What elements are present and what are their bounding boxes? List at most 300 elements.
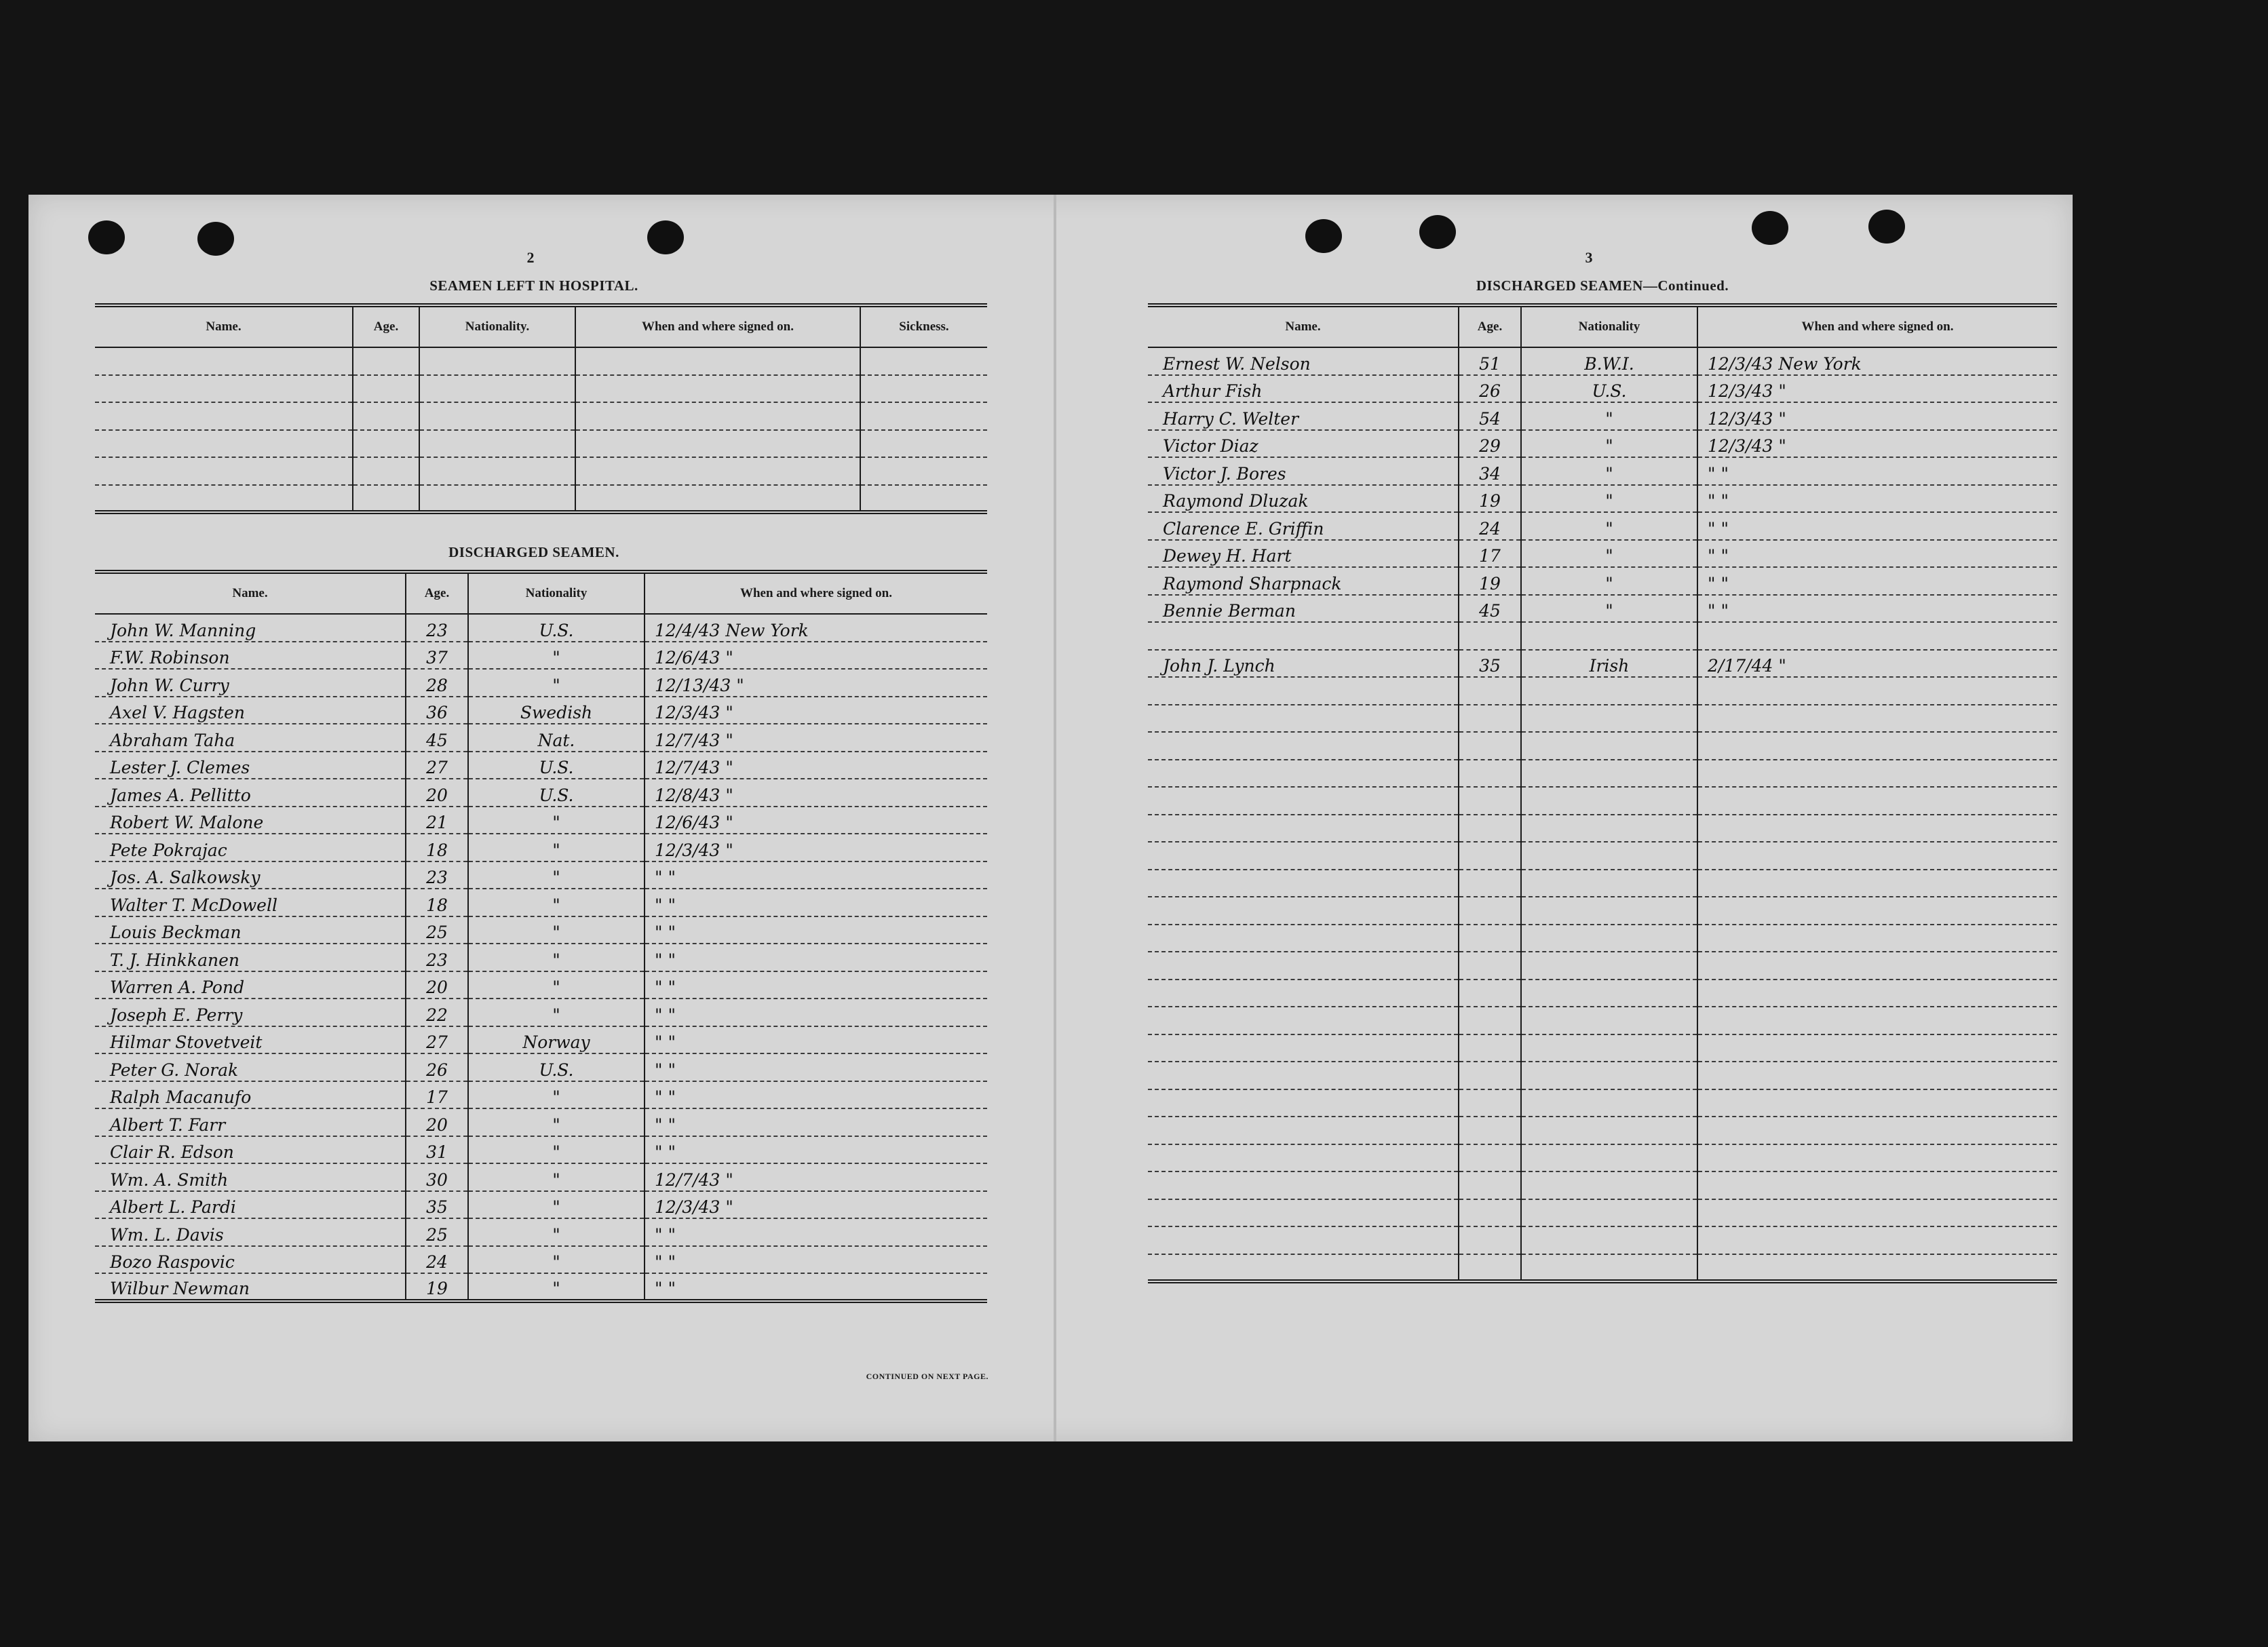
cell-name: Victor Diaz [1148,430,1459,458]
cell-signed-on: 12/3/43 " [1697,430,2057,458]
discharged-table-body [95,614,987,1301]
column-header-signed-on: When and where signed on. [575,305,860,347]
cell-age [1459,842,1521,870]
cell-name [1148,705,1459,733]
table-row [1148,760,2057,788]
cell-name: John W. Manning [95,614,406,642]
cell-age [1459,897,1521,925]
table-row [95,430,987,458]
page-number: 2 [526,249,535,266]
cell-age: 18 [406,834,468,861]
cell-name: Albert L. Pardi [95,1191,406,1219]
cell-nationality: U.S. [1521,375,1697,403]
cell-nationality [1521,815,1697,842]
header-row [95,305,987,347]
cell-age: 54 [1459,402,1521,430]
cell-nationality [1521,1007,1697,1034]
cell-name [1148,1144,1459,1172]
left-page [28,195,1054,1441]
cell-age [1459,870,1521,897]
cell-age [1459,1034,1521,1062]
cell-name: Dewey H. Hart [1148,540,1459,568]
cell-signed-on [575,375,860,403]
cell-age: 28 [406,669,468,697]
cell-signed-on [1697,732,2057,760]
table-row [95,1026,987,1054]
cell-age: 25 [406,1218,468,1246]
page-number: 3 [1585,249,1593,266]
cell-age: 20 [406,779,468,807]
table-row [1148,567,2057,595]
cell-age [1459,732,1521,760]
cell-sickness [860,402,987,430]
discharged-table-header [95,572,987,614]
cell-name: Wilbur Newman [95,1273,406,1301]
table-row [1148,732,2057,760]
cell-age [1459,622,1521,650]
cell-name [1148,925,1459,952]
cell-age: 23 [406,861,468,889]
cell-nationality: " [1521,512,1697,540]
cell-name: Walter T. McDowell [95,889,406,916]
cell-age: 45 [1459,595,1521,623]
cell-nationality [419,402,575,430]
cell-name: Lester J. Clemes [95,752,406,779]
table-row [1148,1226,2057,1254]
cell-nationality [1521,980,1697,1007]
table-row [1148,375,2057,403]
cell-age: 35 [1459,650,1521,678]
cell-signed-on [575,485,860,513]
cell-age: 23 [406,944,468,971]
cell-signed-on [1697,1062,2057,1089]
cell-signed-on: " " [645,1108,987,1136]
table-row [95,779,987,807]
cell-signed-on [1697,870,2057,897]
cell-name [1148,1254,1459,1282]
cell-age: 27 [406,752,468,779]
cell-signed-on [1697,815,2057,842]
table-row [1148,925,2057,952]
cell-signed-on: 12/3/43 " [1697,375,2057,403]
cell-name [1148,1171,1459,1199]
table-row [95,944,987,971]
discharged-continued-table [1148,303,2057,1283]
cell-sickness [860,457,987,485]
cell-nationality: Norway [468,1026,645,1054]
cell-name: Victor J. Bores [1148,457,1459,485]
cell-age: 20 [406,971,468,999]
cell-name: F.W. Robinson [95,642,406,670]
cell-age: 37 [406,642,468,670]
cell-nationality: Swedish [468,697,645,724]
cell-signed-on [1697,1144,2057,1172]
cell-nationality [1521,1199,1697,1227]
table-row [1148,347,2057,375]
cell-nationality: " [468,669,645,697]
table-row [1148,402,2057,430]
cell-nationality [1521,760,1697,788]
cell-nationality: " [468,1273,645,1301]
cell-age [1459,925,1521,952]
cell-nationality: " [1521,457,1697,485]
cell-name [95,430,353,458]
cell-age: 19 [1459,567,1521,595]
cell-name: Raymond Dluzak [1148,485,1459,513]
cell-age [353,375,419,403]
column-header-signed-on: When and where signed on. [1697,305,2057,347]
table-row [1148,952,2057,980]
cell-age: 22 [406,999,468,1026]
cell-age [353,457,419,485]
cell-signed-on [1697,1199,2057,1227]
cell-nationality: U.S. [468,779,645,807]
cell-signed-on [1697,677,2057,705]
cell-nationality [1521,1034,1697,1062]
cell-name: Raymond Sharpnack [1148,567,1459,595]
cell-nationality: " [468,834,645,861]
cell-signed-on [1697,842,2057,870]
cell-signed-on: 12/3/43 " [645,834,987,861]
cell-age [1459,1144,1521,1172]
cell-nationality [419,347,575,375]
hospital-table [95,303,987,514]
cell-age [1459,1007,1521,1034]
cell-signed-on: " " [645,861,987,889]
cell-name: John W. Curry [95,669,406,697]
column-header-nationality: Nationality [1521,305,1697,347]
cell-name [1148,870,1459,897]
cell-signed-on: " " [1697,485,2057,513]
cell-signed-on: 12/3/43 " [645,1191,987,1219]
cell-signed-on [1697,787,2057,815]
cell-signed-on [1697,1034,2057,1062]
crew-list-sheet [28,195,2073,1441]
cell-name: Hilmar Stovetveit [95,1026,406,1054]
cell-signed-on: " " [645,1026,987,1054]
cell-nationality: " [468,944,645,971]
cell-name: Wm. L. Davis [95,1218,406,1246]
cell-nationality [1521,925,1697,952]
cell-name: James A. Pellitto [95,779,406,807]
cell-signed-on: " " [1697,540,2057,568]
cell-name [95,375,353,403]
table-row [1148,622,2057,650]
table-row [95,1053,987,1081]
cell-signed-on: " " [1697,567,2057,595]
cell-signed-on [1697,925,2057,952]
table-row [95,971,987,999]
continued-table-body [1148,347,2057,1281]
table-row [95,1246,987,1274]
cell-name [1148,952,1459,980]
cell-age [353,485,419,513]
cell-name: Clair R. Edson [95,1136,406,1164]
cell-name [1148,1034,1459,1062]
table-row [1148,650,2057,678]
cell-signed-on: 12/7/43 " [645,752,987,779]
cell-age [1459,1062,1521,1089]
cell-signed-on: " " [645,1136,987,1164]
cell-nationality: " [468,642,645,670]
cell-age: 24 [1459,512,1521,540]
table-row [1148,1062,2057,1089]
cell-nationality [1521,1062,1697,1089]
cell-signed-on: " " [645,1218,987,1246]
cell-signed-on: 12/6/43 " [645,807,987,834]
cell-signed-on: 12/6/43 " [645,642,987,670]
cell-nationality: " [468,1163,645,1191]
cell-age [1459,980,1521,1007]
cell-age: 23 [406,614,468,642]
cell-sickness [860,347,987,375]
cell-nationality: U.S. [468,752,645,779]
column-header-name: Name. [95,305,353,347]
cell-nationality: " [1521,595,1697,623]
table-row [95,402,987,430]
cell-sickness [860,375,987,403]
table-row [95,1163,987,1191]
cell-signed-on [575,457,860,485]
cell-nationality: " [468,916,645,944]
table-row [1148,540,2057,568]
cell-name: T. J. Hinkkanen [95,944,406,971]
cell-age: 24 [406,1246,468,1274]
cell-age [353,430,419,458]
cell-name: John J. Lynch [1148,650,1459,678]
cell-nationality: " [468,999,645,1026]
cell-name [1148,815,1459,842]
table-row [1148,512,2057,540]
cell-signed-on: " " [1697,457,2057,485]
cell-nationality: " [1521,540,1697,568]
table-row [95,614,987,642]
cell-age [1459,952,1521,980]
cell-nationality [1521,1117,1697,1144]
cell-nationality: " [468,807,645,834]
cell-signed-on [1697,952,2057,980]
cell-nationality: Nat. [468,724,645,752]
cell-signed-on [1697,705,2057,733]
discharged-table [95,570,987,1303]
continued-table-header [1148,305,2057,347]
cell-name: Joseph E. Perry [95,999,406,1026]
cell-age: 19 [1459,485,1521,513]
table-row [95,834,987,861]
table-row [1148,1199,2057,1227]
column-header-nationality: Nationality. [419,305,575,347]
cell-nationality [1521,870,1697,897]
cell-nationality: " [468,1191,645,1219]
cell-signed-on [1697,760,2057,788]
cell-name: Clarence E. Griffin [1148,512,1459,540]
cell-name: Albert T. Farr [95,1108,406,1136]
table-row [1148,897,2057,925]
cell-signed-on: " " [645,999,987,1026]
cell-nationality [1521,842,1697,870]
table-row [1148,1007,2057,1034]
cell-name: Robert W. Malone [95,807,406,834]
cell-signed-on [1697,1226,2057,1254]
cell-age: 30 [406,1163,468,1191]
table-row [95,1108,987,1136]
cell-signed-on [1697,1117,2057,1144]
cell-age: 36 [406,697,468,724]
cell-nationality [419,485,575,513]
cell-nationality [1521,787,1697,815]
right-page [1056,195,2073,1441]
cell-age [1459,1226,1521,1254]
table-row [95,1273,987,1301]
table-row [1148,1144,2057,1172]
cell-age [1459,787,1521,815]
cell-name [1148,1089,1459,1117]
cell-age [1459,677,1521,705]
cell-name [1148,732,1459,760]
cell-nationality: " [468,861,645,889]
cell-age: 17 [1459,540,1521,568]
table-row [1148,870,2057,897]
cell-name: Abraham Taha [95,724,406,752]
table-row [95,1081,987,1109]
table-row [95,861,987,889]
cell-nationality: U.S. [468,1053,645,1081]
cell-signed-on [575,430,860,458]
cell-name [1148,622,1459,650]
table-row [1148,705,2057,733]
cell-nationality: U.S. [468,614,645,642]
table-row [95,916,987,944]
column-header-nationality: Nationality [468,572,645,614]
cell-age: 20 [406,1108,468,1136]
cell-nationality [419,430,575,458]
cell-nationality: " [468,971,645,999]
cell-age [1459,1171,1521,1199]
cell-nationality [1521,1254,1697,1282]
cell-sickness [860,485,987,513]
cell-signed-on [575,402,860,430]
cell-nationality [1521,705,1697,733]
column-header-name: Name. [95,572,406,614]
cell-nationality [1521,622,1697,650]
cell-name: Bozo Raspovic [95,1246,406,1274]
table-row [1148,980,2057,1007]
table-row [95,1136,987,1164]
cell-name: Harry C. Welter [1148,402,1459,430]
cell-nationality: " [468,1136,645,1164]
cell-signed-on: " " [645,916,987,944]
cell-signed-on: " " [645,944,987,971]
cell-nationality [1521,952,1697,980]
cell-signed-on: " " [645,1081,987,1109]
cell-age: 45 [406,724,468,752]
hospital-section-title: SEAMEN LEFT IN HOSPITAL. [429,277,638,294]
cell-age: 51 [1459,347,1521,375]
table-row [1148,485,2057,513]
cell-name [1148,677,1459,705]
cell-nationality [1521,732,1697,760]
cell-name [95,457,353,485]
table-row [95,485,987,513]
cell-age [353,347,419,375]
cell-signed-on [1697,1254,2057,1282]
cell-nationality: " [468,1218,645,1246]
table-row [1148,457,2057,485]
cell-signed-on: 12/3/43 " [645,697,987,724]
cell-age [1459,1117,1521,1144]
cell-age: 26 [1459,375,1521,403]
cell-name [1148,1226,1459,1254]
cell-signed-on: 12/7/43 " [645,724,987,752]
cell-name: Bennie Berman [1148,595,1459,623]
table-row [1148,1034,2057,1062]
table-row [1148,677,2057,705]
column-header-age: Age. [1459,305,1521,347]
cell-signed-on: 12/7/43 " [645,1163,987,1191]
cell-nationality: " [468,889,645,916]
cell-nationality: Irish [1521,650,1697,678]
cell-nationality [419,375,575,403]
cell-name [95,485,353,513]
table-row [95,347,987,375]
cell-signed-on [1697,1171,2057,1199]
cell-age [1459,760,1521,788]
table-row [1148,430,2057,458]
discharged-continued-title: DISCHARGED SEAMEN—Continued. [1476,277,1729,294]
cell-name [95,347,353,375]
cell-signed-on: 12/13/43 " [645,669,987,697]
cell-age: 27 [406,1026,468,1054]
continued-note: CONTINUED ON NEXT PAGE. [866,1372,988,1381]
cell-age [1459,1199,1521,1227]
cell-signed-on: 12/8/43 " [645,779,987,807]
cell-name: Ernest W. Nelson [1148,347,1459,375]
cell-age: 26 [406,1053,468,1081]
cell-signed-on: " " [645,889,987,916]
table-row [95,807,987,834]
header-row [95,572,987,614]
cell-nationality: " [468,1246,645,1274]
cell-name: Warren A. Pond [95,971,406,999]
cell-name [1148,1199,1459,1227]
cell-age [1459,1089,1521,1117]
cell-signed-on [575,347,860,375]
cell-age: 19 [406,1273,468,1301]
cell-age: 21 [406,807,468,834]
table-row [95,752,987,779]
table-row [95,1191,987,1219]
cell-name: Wm. A. Smith [95,1163,406,1191]
table-row [1148,842,2057,870]
table-row [1148,595,2057,623]
cell-name: Axel V. Hagsten [95,697,406,724]
cell-age: 31 [406,1136,468,1164]
column-header-age: Age. [353,305,419,347]
cell-signed-on [1697,1007,2057,1034]
cell-name: Jos. A. Salkowsky [95,861,406,889]
cell-signed-on [1697,980,2057,1007]
hospital-table-body [95,347,987,512]
cell-name: Pete Pokrajac [95,834,406,861]
cell-signed-on [1697,622,2057,650]
table-row [95,999,987,1026]
cell-nationality: " [468,1108,645,1136]
cell-name: Ralph Macanufo [95,1081,406,1109]
cell-nationality: " [1521,430,1697,458]
cell-signed-on: " " [1697,595,2057,623]
cell-nationality: " [468,1081,645,1109]
column-header-signed-on: When and where signed on. [645,572,987,614]
